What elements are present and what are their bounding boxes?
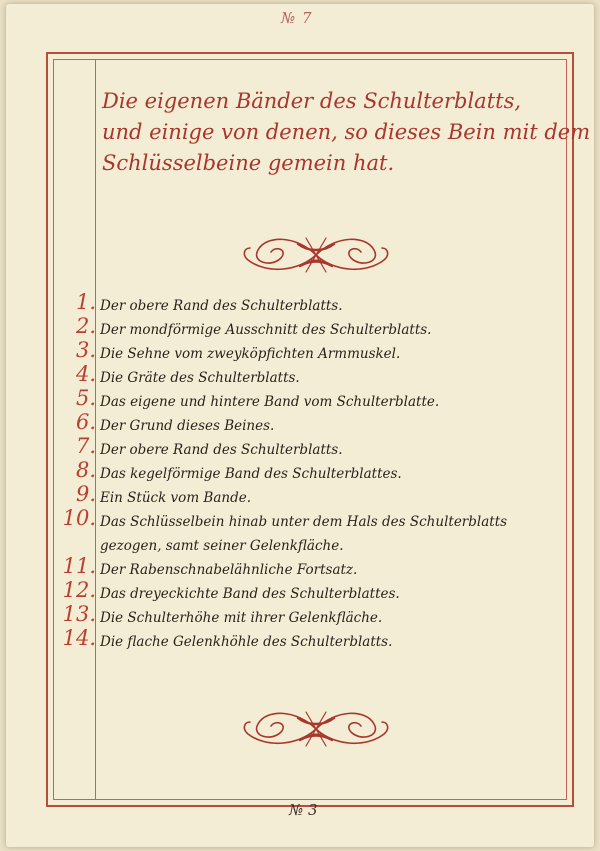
title-line: Die eigenen Bänder des Schulterblatts, <box>102 89 522 113</box>
page-number-bottom: № 3 <box>289 801 318 819</box>
item-text: Der Grund dieses Beines. <box>100 418 275 434</box>
list-item <box>56 340 561 364</box>
item-number: 6. <box>75 410 96 434</box>
list-item <box>56 412 561 436</box>
list-item <box>56 508 561 556</box>
item-number: 12. <box>62 578 96 602</box>
item-text: Die Schulterhöhe mit ihrer Gelenkfläche. <box>100 610 383 626</box>
item-number: 3. <box>75 338 96 362</box>
item-text: Das dreyeckichte Band des Schulterblattes. <box>100 586 400 602</box>
title-line: und einige von denen, so dieses Bein mit dem <box>102 120 591 144</box>
item-number: 13. <box>62 602 96 626</box>
item-number: 11. <box>62 554 96 578</box>
item-text: Das kegelförmige Band des Schulterblattes. <box>100 466 402 482</box>
list-item <box>56 628 561 652</box>
flourish-ornament-icon <box>236 230 396 280</box>
page-number-top: № 7 <box>281 9 313 27</box>
item-text: Der mondförmige Ausschnitt des Schulterblatts. <box>100 322 432 338</box>
list-item <box>56 436 561 460</box>
item-text: Die flache Gelenkhöhle des Schulterblatts. <box>100 634 393 650</box>
item-text: Der obere Rand des Schulterblatts. <box>100 442 343 458</box>
item-number: 1. <box>75 290 96 314</box>
item-text: Die Gräte des Schulterblatts. <box>100 370 300 386</box>
item-number: 2. <box>75 314 96 338</box>
list-item <box>56 460 561 484</box>
flourish-ornament-icon <box>236 704 396 754</box>
item-text: Das Schlüsselbein hinab unter dem Hals des Schulterblatts gezogen, samt seiner Gelenkfläche. <box>100 514 508 554</box>
list-item <box>56 364 561 388</box>
list-item <box>56 484 561 508</box>
manuscript-page <box>6 4 594 847</box>
legend-list <box>56 292 561 652</box>
item-text: Die Sehne vom zweyköpfichten Armmuskel. <box>100 346 401 362</box>
list-item <box>56 388 561 412</box>
item-text: Der Rabenschnabelähnliche Fortsatz. <box>100 562 358 578</box>
item-text: Der obere Rand des Schulterblatts. <box>100 298 343 314</box>
item-number: 4. <box>75 362 96 386</box>
item-number: 14. <box>62 626 96 650</box>
page-title <box>102 86 591 179</box>
list-item <box>56 580 561 604</box>
list-item <box>56 316 561 340</box>
item-text: Das eigene und hintere Band vom Schulterblatte. <box>100 394 440 410</box>
item-number: 5. <box>75 386 96 410</box>
item-text: Ein Stück vom Bande. <box>100 490 251 506</box>
list-item <box>56 292 561 316</box>
item-number: 8. <box>75 458 96 482</box>
title-line: Schlüsselbeine gemein hat. <box>102 151 395 175</box>
list-item <box>56 556 561 580</box>
item-number: 10. <box>62 506 96 530</box>
item-number: 7. <box>75 434 96 458</box>
item-number: 9. <box>75 482 96 506</box>
list-item <box>56 604 561 628</box>
